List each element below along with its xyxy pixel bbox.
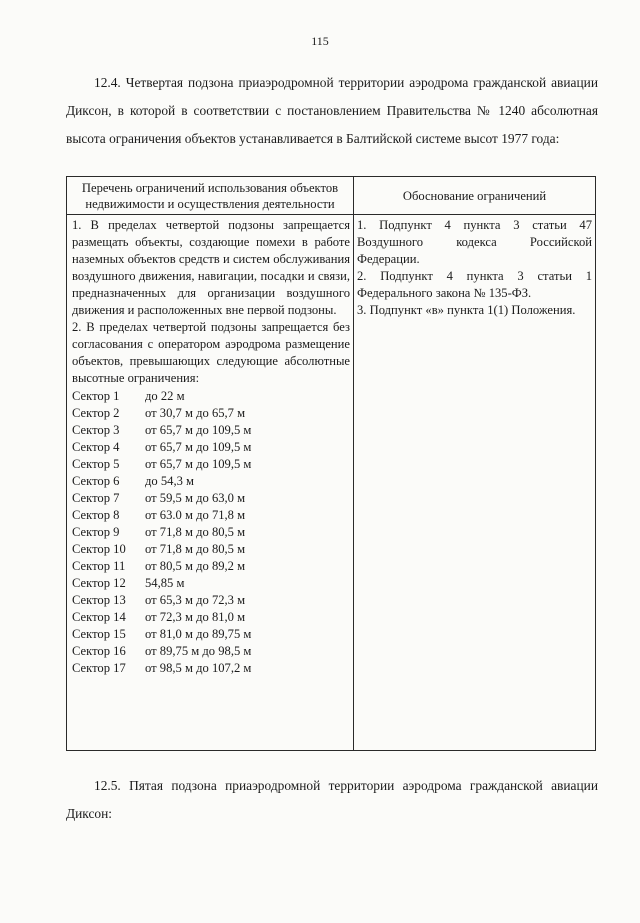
sector-value: от 72,3 м до 81,0 м [145,610,246,624]
sector-row [72,456,350,473]
justification-item-2: 2. Подпункт 4 пункта 3 статьи 1 Федерального закона № 135-ФЗ. [357,269,592,300]
sector-name: Сектор 15 [72,627,126,641]
restrictions-table [66,176,596,751]
sector-value: от 71,8 м до 80,5 м [145,542,246,556]
sector-row [72,575,350,592]
sector-list [72,388,350,677]
sector-row [72,643,350,660]
sector-value: от 65,7 м до 109,5 м [145,423,252,437]
sector-name: Сектор 11 [72,559,126,573]
page-number: 115 [311,34,329,48]
sector-name: Сектор 14 [72,610,126,624]
sector-name: Сектор 13 [72,593,126,607]
sector-value: от 65,7 м до 109,5 м [145,457,252,471]
sector-name: Сектор 7 [72,491,120,505]
table-header-row [67,177,596,215]
sector-name: Сектор 2 [72,406,120,420]
sector-value: от 98,5 м до 107,2 м [145,661,252,675]
sector-value: от 65,3 м до 72,3 м [145,593,246,607]
sector-row [72,541,350,558]
sector-name: Сектор 3 [72,423,120,437]
sector-row [72,592,350,609]
sector-value: от 59,5 м до 63,0 м [145,491,246,505]
paragraph-12-4: 12.4. Четвертая подзона приаэродромной территории аэродрома гражданской авиации Диксон, в которой в соответствии с постановлением Правительства № 1240 абсолютная высота ограничения объектов устанавливается в Балтийской системе высот 1977 года: [66,75,598,146]
sector-row [72,507,350,524]
sector-value: от 30,7 м до 65,7 м [145,406,246,420]
sector-row [72,626,350,643]
table-row [67,215,596,751]
sector-value: от 81,0 м до 89,75 м [145,627,252,641]
restriction-item-1: 1. В пределах четвертой подзоны запрещается размещать объекты, создающие помехи в работе наземных объектов средств и систем обслуживания воздушного движения, навигации, посадки и связи, предназначенных для организации воздушного движения и расположенных вне первой подзоны. [72,218,350,317]
sector-value: от 89,75 м до 98,5 м [145,644,252,658]
header-justification: Обоснование ограничений [354,177,596,215]
sector-row [72,660,350,677]
sector-value: от 71,8 м до 80,5 м [145,525,246,539]
sector-name: Сектор 4 [72,440,120,454]
sector-value: 54,85 м [145,576,185,590]
sector-value: до 54,3 м [145,474,195,488]
sector-row [72,524,350,541]
sector-name: Сектор 5 [72,457,120,471]
sector-row [72,388,350,405]
justification-cell [354,215,596,751]
sector-row [72,558,350,575]
sector-name: Сектор 12 [72,576,126,590]
sector-value: от 80,5 м до 89,2 м [145,559,246,573]
restrictions-cell [67,215,354,751]
sector-name: Сектор 16 [72,644,126,658]
sector-name: Сектор 6 [72,474,120,488]
sector-row [72,473,350,490]
sector-value: от 63.0 м до 71,8 м [145,508,246,522]
justification-item-3: 3. Подпункт «в» пункта 1(1) Положения. [357,303,576,317]
sector-name: Сектор 9 [72,525,120,539]
restriction-item-2: 2. В пределах четвертой подзоны запрещается без согласования с оператором аэродрома размещение объектов, превышающих следующие абсолютные высотные ограничения: [72,320,350,385]
sector-row [72,490,350,507]
sector-row [72,405,350,422]
sector-row [72,439,350,456]
sector-name: Сектор 17 [72,661,126,675]
sector-name: Сектор 1 [72,389,120,403]
sector-row [72,609,350,626]
justification-item-1: 1. Подпункт 4 пункта 3 статьи 47 Воздушного кодекса Российской Федерации. [357,218,592,266]
sector-row [72,422,350,439]
sector-value: до 22 м [145,389,185,403]
sector-name: Сектор 10 [72,542,126,556]
paragraph-12-5: 12.5. Пятая подзона приаэродромной территории аэродрома гражданской авиации Диксон: [66,778,598,821]
sector-value: от 65,7 м до 109,5 м [145,440,252,454]
sector-name: Сектор 8 [72,508,120,522]
header-restrictions: Перечень ограничений использования объектов недвижимости и осуществления деятельности [67,177,354,215]
